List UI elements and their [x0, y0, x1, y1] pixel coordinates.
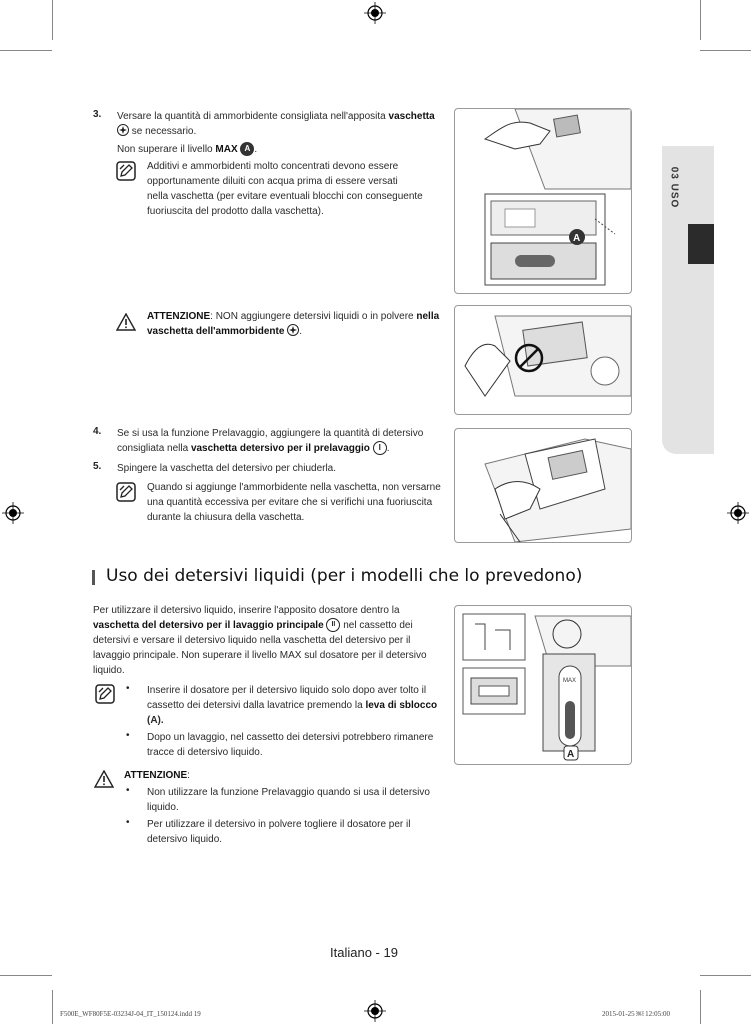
- note-pencil-icon: [116, 482, 136, 502]
- registration-mark-icon: [2, 502, 24, 524]
- bullet-line: Inserire il dosatore per il detersivo liquido solo dopo aver tolto il: [147, 685, 427, 696]
- softener-symbol-icon: [117, 124, 129, 136]
- bullet-line: Non utilizzare la funzione Prelavaggio quando si usa il detersivo: [147, 787, 430, 798]
- figure-softener-pour: [454, 108, 632, 294]
- mark-a-icon: A: [240, 142, 254, 156]
- note-pencil-icon: [116, 161, 136, 181]
- callout-a: A: [573, 233, 581, 244]
- step3-note: [147, 159, 447, 219]
- crop-line: [700, 50, 751, 51]
- note-line: opportunamente diluiti con acqua prima di essere versati: [147, 176, 398, 187]
- mark-ii-icon: II: [326, 618, 340, 632]
- chapter-label: [664, 160, 684, 220]
- registration-mark-icon: [727, 502, 749, 524]
- close-drawer-illustration: [455, 429, 631, 542]
- softener-symbol-icon: [287, 324, 299, 336]
- softener-pour-illustration: [455, 109, 631, 293]
- bullet-line: (A).: [147, 715, 164, 726]
- liquid-dispenser-illustration: [455, 606, 631, 764]
- crop-line: [700, 990, 701, 1024]
- heading-bar: [92, 570, 95, 585]
- intro-line: nel cassetto dei: [343, 620, 413, 631]
- warning-bold: nella: [416, 311, 440, 322]
- warning-bullet-2: [147, 817, 447, 847]
- crop-line: [52, 990, 53, 1024]
- warning-label: ATTENZIONE: [147, 311, 211, 322]
- note-line: durante la chiusura della vaschetta.: [147, 512, 305, 523]
- note-line: una quantità eccessiva per evitare che si verifichi una fuoriuscita: [147, 497, 433, 508]
- note-line: nella vaschetta (per evitare eventuali blocchi con conseguente: [147, 191, 423, 202]
- figure-liquid-dispenser: [454, 605, 632, 765]
- step4-text: Se si usa la funzione Prelavaggio, aggiungere la quantità di detersivo consigliata nella vaschetta detersivo per il prelavaggio I .: [117, 428, 424, 454]
- intro-bold: vaschetta del detersivo per il lavaggio principale: [93, 620, 324, 631]
- section-intro: [93, 603, 443, 678]
- crop-line: [700, 975, 751, 976]
- warning-bullet-1: [147, 785, 447, 815]
- figure-no-liquid-in-softener: [454, 305, 632, 415]
- bullet-dot: •: [126, 683, 130, 694]
- chapter-marker: [688, 224, 714, 264]
- dispenser-max-label: MAX: [563, 678, 577, 684]
- page-number: Italiano - 19: [330, 945, 398, 960]
- crop-line: [52, 0, 53, 40]
- callout-a: A: [567, 749, 575, 760]
- bullet-line: detersivo liquido.: [147, 834, 223, 845]
- bullet-dot: •: [126, 817, 130, 828]
- warning1-text: ATTENZIONE: NON aggiungere detersivi liquidi o in polvere nella vaschetta dell'ammorbidente .: [147, 311, 440, 337]
- print-slug-right: 2015-01-25 ￼ 12:05:00: [602, 1010, 671, 1018]
- step-number: 4.: [93, 426, 102, 437]
- intro-line: liquido.: [93, 665, 125, 676]
- warning-triangle-icon: [94, 770, 114, 788]
- step3-line1-bold: vaschetta: [388, 111, 435, 122]
- step-number: 5.: [93, 461, 102, 472]
- note-bullet-1: [147, 683, 447, 728]
- mark-i-icon: I: [373, 441, 387, 455]
- step4-line1: Se si usa la funzione Prelavaggio, aggiungere la quantità di detersivo: [117, 428, 424, 439]
- print-slug-left: F500E_WF80F5E-03234J-04_IT_150124.indd 19: [60, 1010, 201, 1018]
- step4-line2: consigliata nella: [117, 443, 191, 454]
- step-number: 3.: [93, 109, 102, 120]
- warning-colon: :: [187, 770, 190, 781]
- note-bullet-2: [147, 730, 447, 760]
- figure-close-drawer: [454, 428, 632, 543]
- note-line: fuoriuscita del prodotto dalla vaschetta).: [147, 206, 324, 217]
- step3-line1: Versare la quantità di ammorbidente consigliata nell'apposita: [117, 111, 389, 122]
- bullet-dot: •: [126, 785, 130, 796]
- max-bold: MAX: [215, 144, 238, 155]
- intro-line: Per utilizzare il detersivo liquido, inserire l'apposito dosatore dentro la: [93, 605, 400, 616]
- note-line: Additivi e ammorbidenti molto concentrati devono essere: [147, 161, 399, 172]
- step3-max-line: Non superare il livello MAX A .: [117, 144, 258, 155]
- step5-text: Spingere la vaschetta del detersivo per chiuderla.: [117, 463, 337, 474]
- intro-line: detersivi e versare il detersivo liquido nella vaschetta del detersivo per il: [93, 635, 411, 646]
- crop-line: [0, 50, 52, 51]
- bullet-line: cassetto dei detersivi dalla lavatrice premendo la: [147, 700, 366, 711]
- intro-line: lavaggio principale. Non superare il livello MAX sul dosatore per il detersivo: [93, 650, 427, 661]
- chapter-label-text: 03 USO: [668, 166, 680, 209]
- registration-mark-icon: [364, 2, 386, 24]
- bullet-line: liquido.: [147, 802, 179, 813]
- bullet-line: tracce di detersivo liquido.: [147, 747, 263, 758]
- section-warning-title: [124, 768, 190, 783]
- section-title: Uso dei detersivi liquidi (per i modelli che lo prevedono): [106, 566, 583, 586]
- prohibited-illustration: [455, 306, 631, 414]
- bullet-line: Per utilizzare il detersivo in polvere togliere il dosatore per il: [147, 819, 411, 830]
- warning-label: ATTENZIONE: [124, 770, 188, 781]
- warning-text: : NON aggiungere detersivi liquidi o in polvere: [210, 311, 417, 322]
- warning-line2: vaschetta dell'ammorbidente: [147, 326, 285, 337]
- bullet-line: Dopo un lavaggio, nel cassetto dei detersivi potrebbero rimanere: [147, 732, 434, 743]
- step3-text: [117, 109, 447, 139]
- step4-bold: vaschetta detersivo per il prelavaggio: [190, 443, 370, 454]
- max-text: Non superare il livello: [117, 144, 216, 155]
- step3-line2: se necessario.: [129, 126, 197, 137]
- crop-line: [700, 0, 701, 40]
- bullet-bold: leva di sblocco: [365, 700, 438, 711]
- bullet-dot: •: [126, 730, 130, 741]
- step5-note: [147, 480, 447, 525]
- note-line: Quando si aggiunge l'ammorbidente nella vaschetta, non versarne: [147, 482, 441, 493]
- note-pencil-icon: [95, 684, 115, 704]
- crop-line: [0, 975, 52, 976]
- registration-mark-icon: [364, 1000, 386, 1022]
- warning-triangle-icon: [116, 313, 136, 331]
